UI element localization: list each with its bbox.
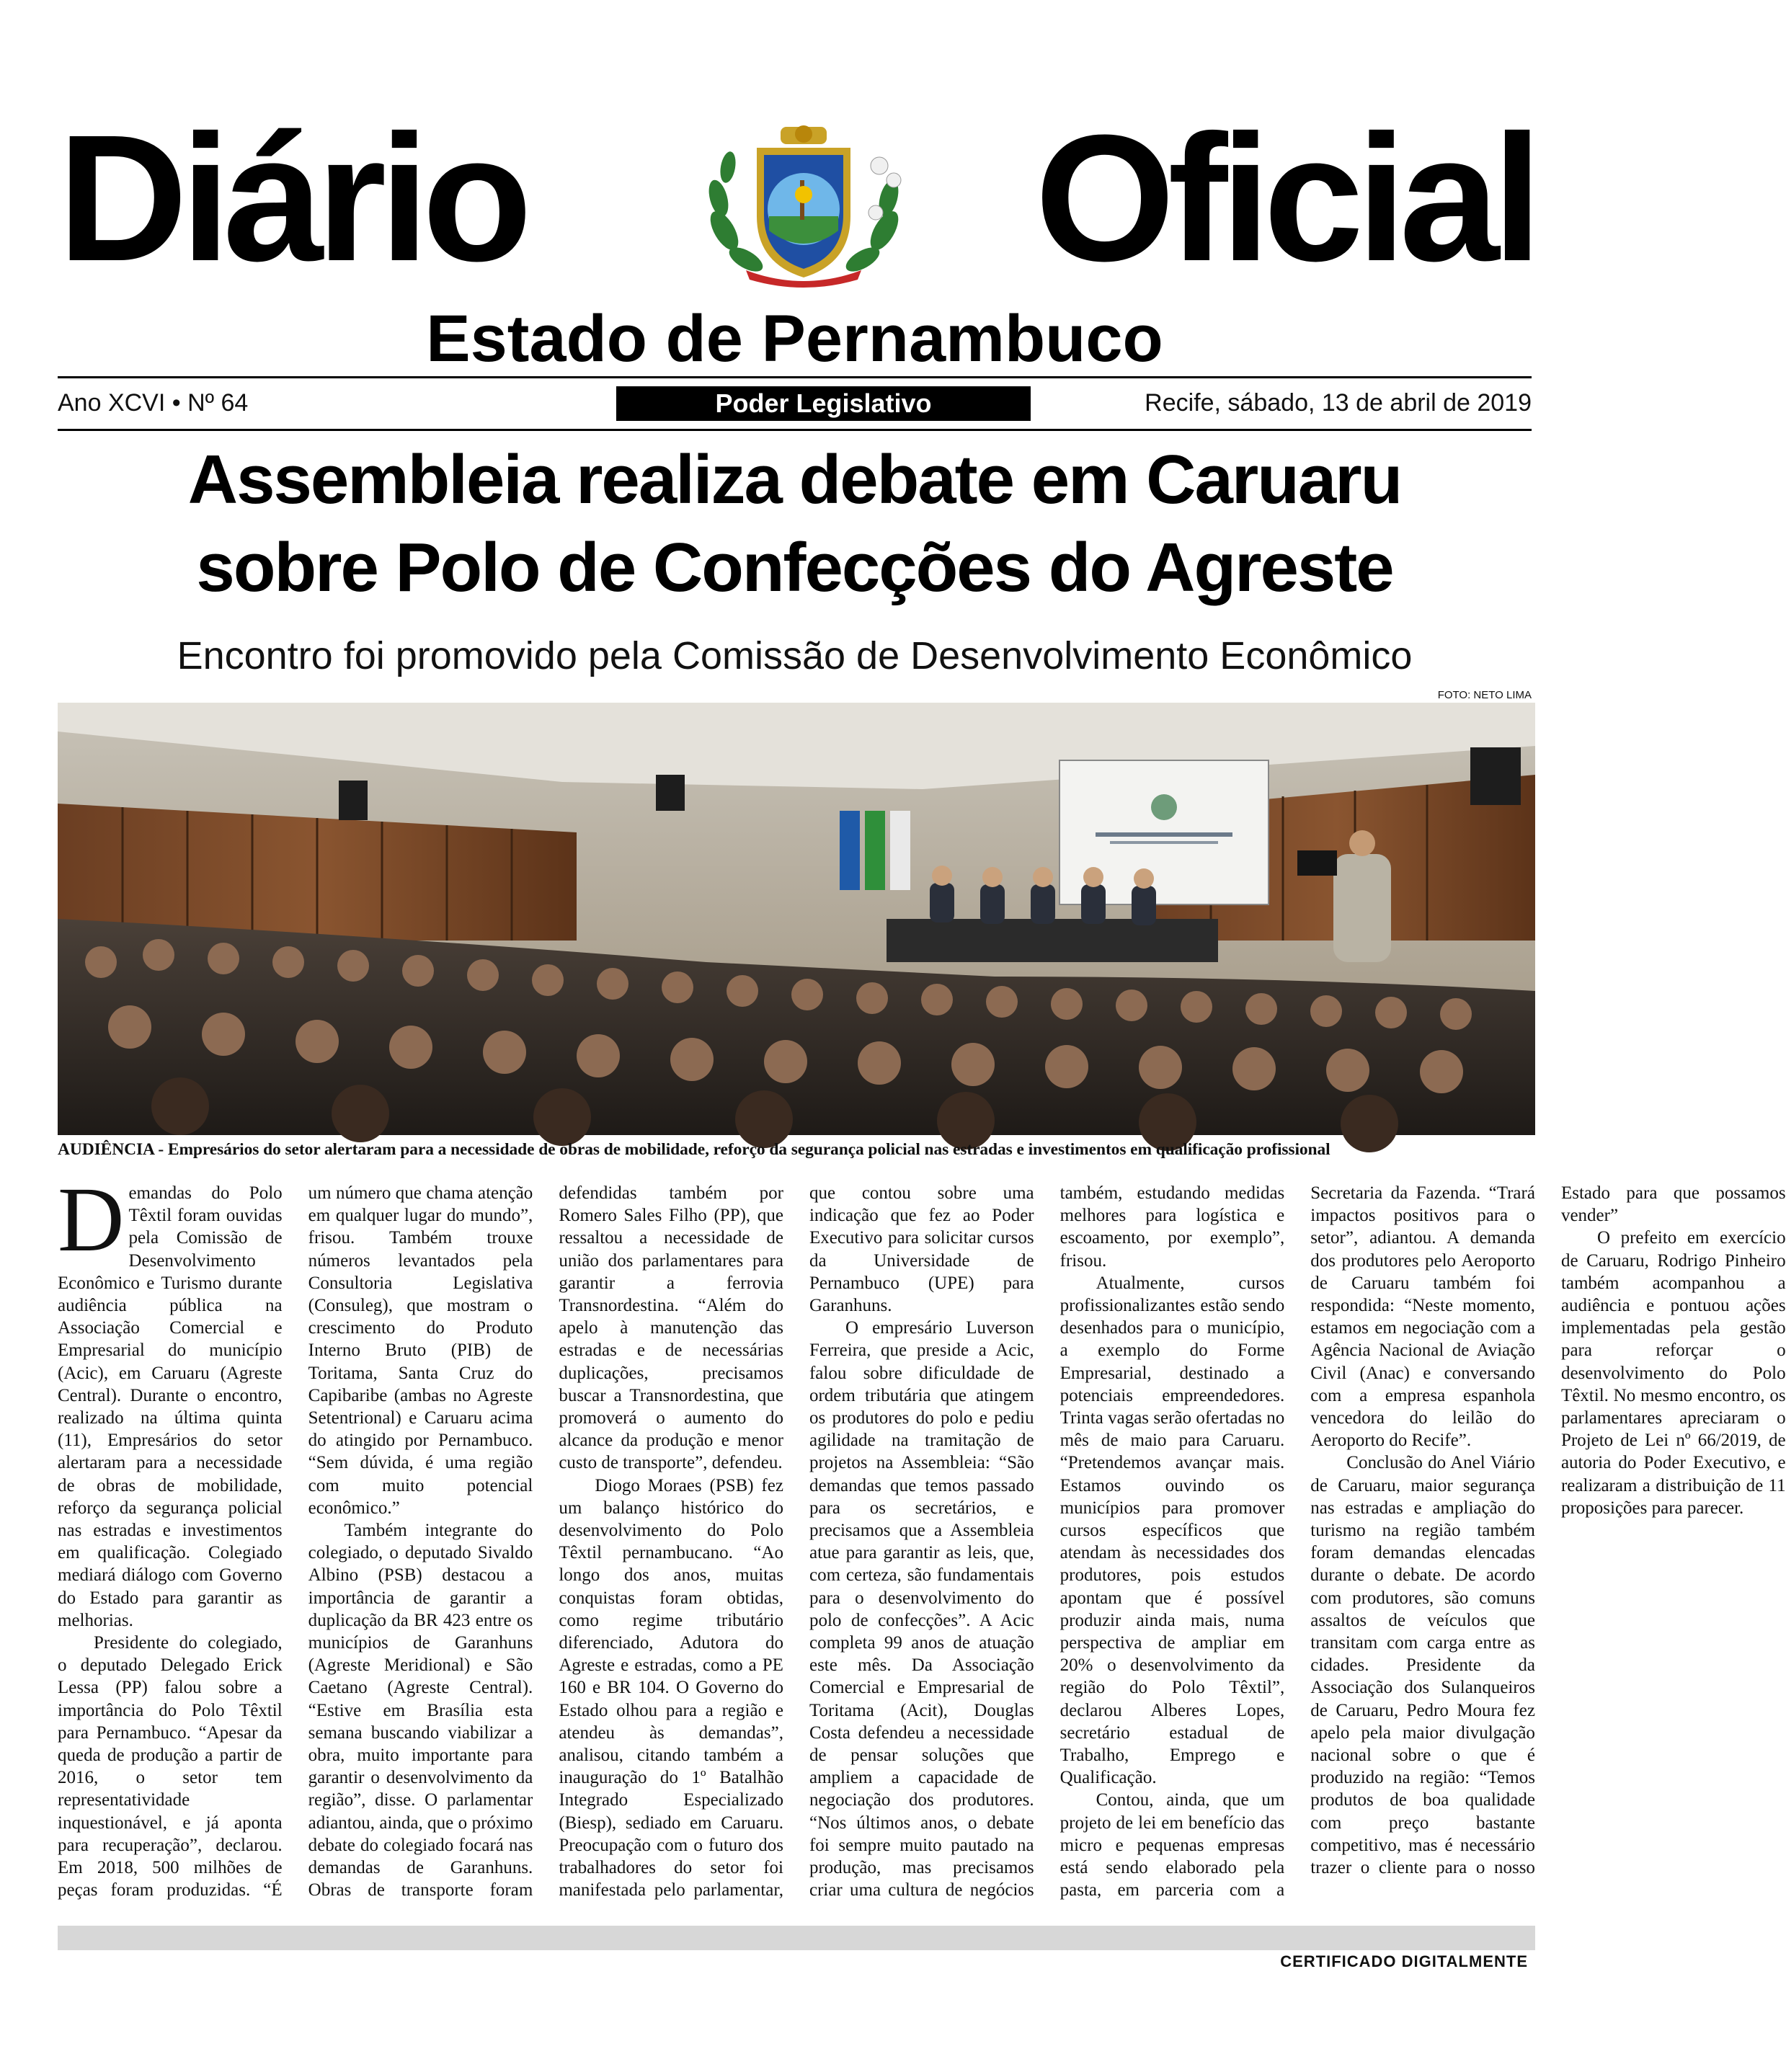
article-paragraph-5: O empresário Luverson Ferreira, que preside a Acic, falou sobre dificuldade de ordem tributária que atingem os produtores do polo e pediu agilidade na tramitação de projetos na Assembleia: “São demandas que temos passado para os secretários, e precisamos que a Assembleia atue para garantir as leis, que, com certeza, são fundamentais para o desenvolvimento do polo de confecções”. A Acic completa 99 anos de atuação este mês. Da Associação Comercial e Empresarial de Toritama (Acit), Douglas Costa defendeu a necessidade de pensar soluções que ampliem a capacidade de negociação dos produtores. “Nos últimos anos, o debate foi sempre muito pautado na produção, mas precisamos criar uma cultura de negócios também, estudando medidas melhores para logística e escoamento, por exemplo”, frisou.	[809, 1183, 1285, 1900]
photo-caption	[58, 1139, 1535, 1160]
article-paragraph-6: Atualmente, cursos profissionalizantes estão sendo desenhados para o município, a exemplo do Forme Empresarial, destinado a potenciais empreendedores. Trinta vagas serão ofertadas no mês de maio para Caruaru. “Pretendemos avançar mais. Estamos ouvindo os municípios para promover cursos específicos que atendam às necessidades dos produtores, pois estudos apontam que é possível produzir ainda mais, numa perspectiva de ampliar em 20% o desenvolvimento da região do Polo Têxtil”, declarou Alberes Lopes, secretário estadual de Trabalho, Emprego e Qualificação.	[1059, 1273, 1285, 1788]
state-coat-of-arms	[696, 123, 912, 288]
event-photo	[58, 703, 1535, 1135]
masthead-subtitle: Estado de Pernambuco	[426, 302, 1163, 375]
divider-bottom	[58, 429, 1532, 431]
headline	[0, 436, 1589, 612]
edition-number: Ano XCVI • Nº 64	[58, 389, 249, 417]
article-paragraph-9: O prefeito em exercício de Caruaru, Rodrigo Pinheiro também acompanhou a audiência e pontuou ações implementadas pela gestão para reforçar o desenvolvimento do Polo Têxtil. No mesmo encontro, os parlamentares apreciaram o Projeto de Lei nº 66/2019, de autoria do Poder Executivo, e realizaram a distribuição de 11 proposições para parecer.	[1560, 1228, 1786, 1518]
drop-cap: D	[58, 1168, 125, 1271]
footer-band	[58, 1926, 1535, 1950]
divider-top	[58, 376, 1532, 378]
masthead-title-right: Oficial	[1034, 97, 1535, 298]
article-paragraph-8: Conclusão do Anel Viário de Caruaru, maior segurança nas estradas e ampliação do turismo na região também foram demandas elencadas durante o debate. De acordo com produtores, são comuns assaltos de veículos que transitam com carga entre as cidades. Presidente da Associação dos Sulanqueiros de Caruaru, Pedro Moura fez apelo pela maior divulgação nacional sobre o que é produzido na região: “Temos produtos de boa qualidade com preço bastante competitivo, mas é necessário trazer o cliente para o nosso Estado para que possamos vender”	[1310, 1183, 1786, 1878]
digital-certificate-label: CERTIFICADO DIGITALMENTE	[1280, 1952, 1528, 1970]
section-badge: Poder Legislativo	[616, 386, 1031, 421]
dateline: Recife, sábado, 13 de abril de 2019	[1145, 389, 1532, 417]
article-paragraph-2: Presidente do colegiado, o deputado Delegado Erick Lessa (PP) falou sobre a importância do Polo Têxtil para Pernambuco. “Apesar da queda de produção a partir de 2016, o setor tem representatividade inquestionável, e já aponta para recuperação”, declarou. Em 2018, 500 milhões de peças foram produzidas. “É um número que chama atenção em qualquer lugar do mundo”, frisou. Também trouxe números levantados pela Consultoria Legislativa (Consuleg), que mostram o crescimento do Produto Interno Bruto (PIB) de Toritama, Santa Cruz do Capibaribe (ambas no Agreste Setentrional) e Caruaru acima do atingido por Pernambuco. “Sem dúvida, é uma região com muito potencial econômico.”	[58, 1183, 533, 1900]
subheadline: Encontro foi promovido pela Comissão de Desenvolvimento Econômico	[177, 634, 1413, 677]
masthead	[58, 97, 1535, 303]
masthead-title-left: Diário	[58, 97, 525, 298]
headline-line-2: sobre Polo de Confecções do Agreste	[196, 529, 1393, 606]
article-paragraph-3: Também integrante do colegiado, o deputado Sivaldo Albino (PSB) destacou a importância de garantir a duplicação da BR 423 entre os municípios de Garanhuns (Agreste Meridional) e São Caetano (Agreste Central). “Estive em Brasília esta semana buscando viabilizar a obra, muito importante para garantir o desenvolvimento da região”, disse. O parlamentar adiantou, ainda, que o próximo debate do colegiado focará nas demandas de Garanhuns. Obras de transporte foram defendidas também por Romero Sales Filho (PP), que ressaltou a necessidade de união dos parlamentares para garantir a ferrovia Transnordestina. “Além do apelo à manutenção das estradas e de necessárias duplicações, precisamos buscar a Transnordestina, que promoverá o aumento do alcance da produção e menor custo de transporte”, defendeu.	[308, 1183, 783, 1900]
article-paragraph-1: Demandas do Polo Têxtil foram ouvidas pela Comissão de Desenvolvimento Econômico e Turismo durante audiência pública na Associação Comercial e Empresarial do município (Acic), em Caruaru (Agreste Central). Durante o encontro, realizado na última quinta (11), Empresários do setor alertaram para a necessidade de obras de mobilidade, reforço da segurança policial nas estradas e investimentos em qualificação. Colegiado mediará diálogo com Governo do Estado para garantir as melhorias.	[58, 1168, 283, 1630]
article-paragraph-4: Diogo Moraes (PSB) fez um balanço histórico do desenvolvimento do Polo Têxtil pernambucano. “Ao longo dos anos, muitas conquistas foram obtidas, como regime tributário diferenciado, Adutora do Agreste e estradas, como a PE 160 e BR 104. O Governo do Estado olhou para a região e atendeu às demandas”, analisou, citando também a inauguração do 1º Batalhão Integrado Especializado (Biesp), sediado em Caruaru. Preocupação com o futuro dos trabalhadores do setor foi manifestada pelo parlamentar, que contou sobre uma indicação que fez ao Poder Executivo para solicitar cursos da Universidade de Pernambuco (UPE) para Garanhuns.	[559, 1183, 1034, 1900]
photo-credit: FOTO: NETO LIMA	[1437, 689, 1532, 701]
caption-label: AUDIÊNCIA -	[58, 1140, 164, 1159]
article-paragraph-7: Contou, ainda, que um projeto de lei em benefício das micro e pequenas empresas está sendo elaborado pela pasta, em parceria com a Secretaria da Fazenda. “Trará impactos positivos para o setor”, adiantou. A demanda dos produtores pelo Aeroporto de Caruaru também foi respondida: “Neste momento, estamos em negociação com a Agência Nacional de Aviação Civil (Anac) e conversando com a empresa espanhola vencedora do leilão do Aeroporto do Recife”.	[1059, 1183, 1535, 1900]
caption-text: Empresários do setor alertaram para a necessidade de obras de mobilidade, reforço da segurança policial nas estradas e investimentos em qualificação profissional	[164, 1140, 1330, 1159]
article-body	[58, 1168, 1786, 1903]
headline-line-1: Assembleia realiza debate em Caruaru	[187, 441, 1402, 518]
info-bar	[58, 382, 1532, 424]
